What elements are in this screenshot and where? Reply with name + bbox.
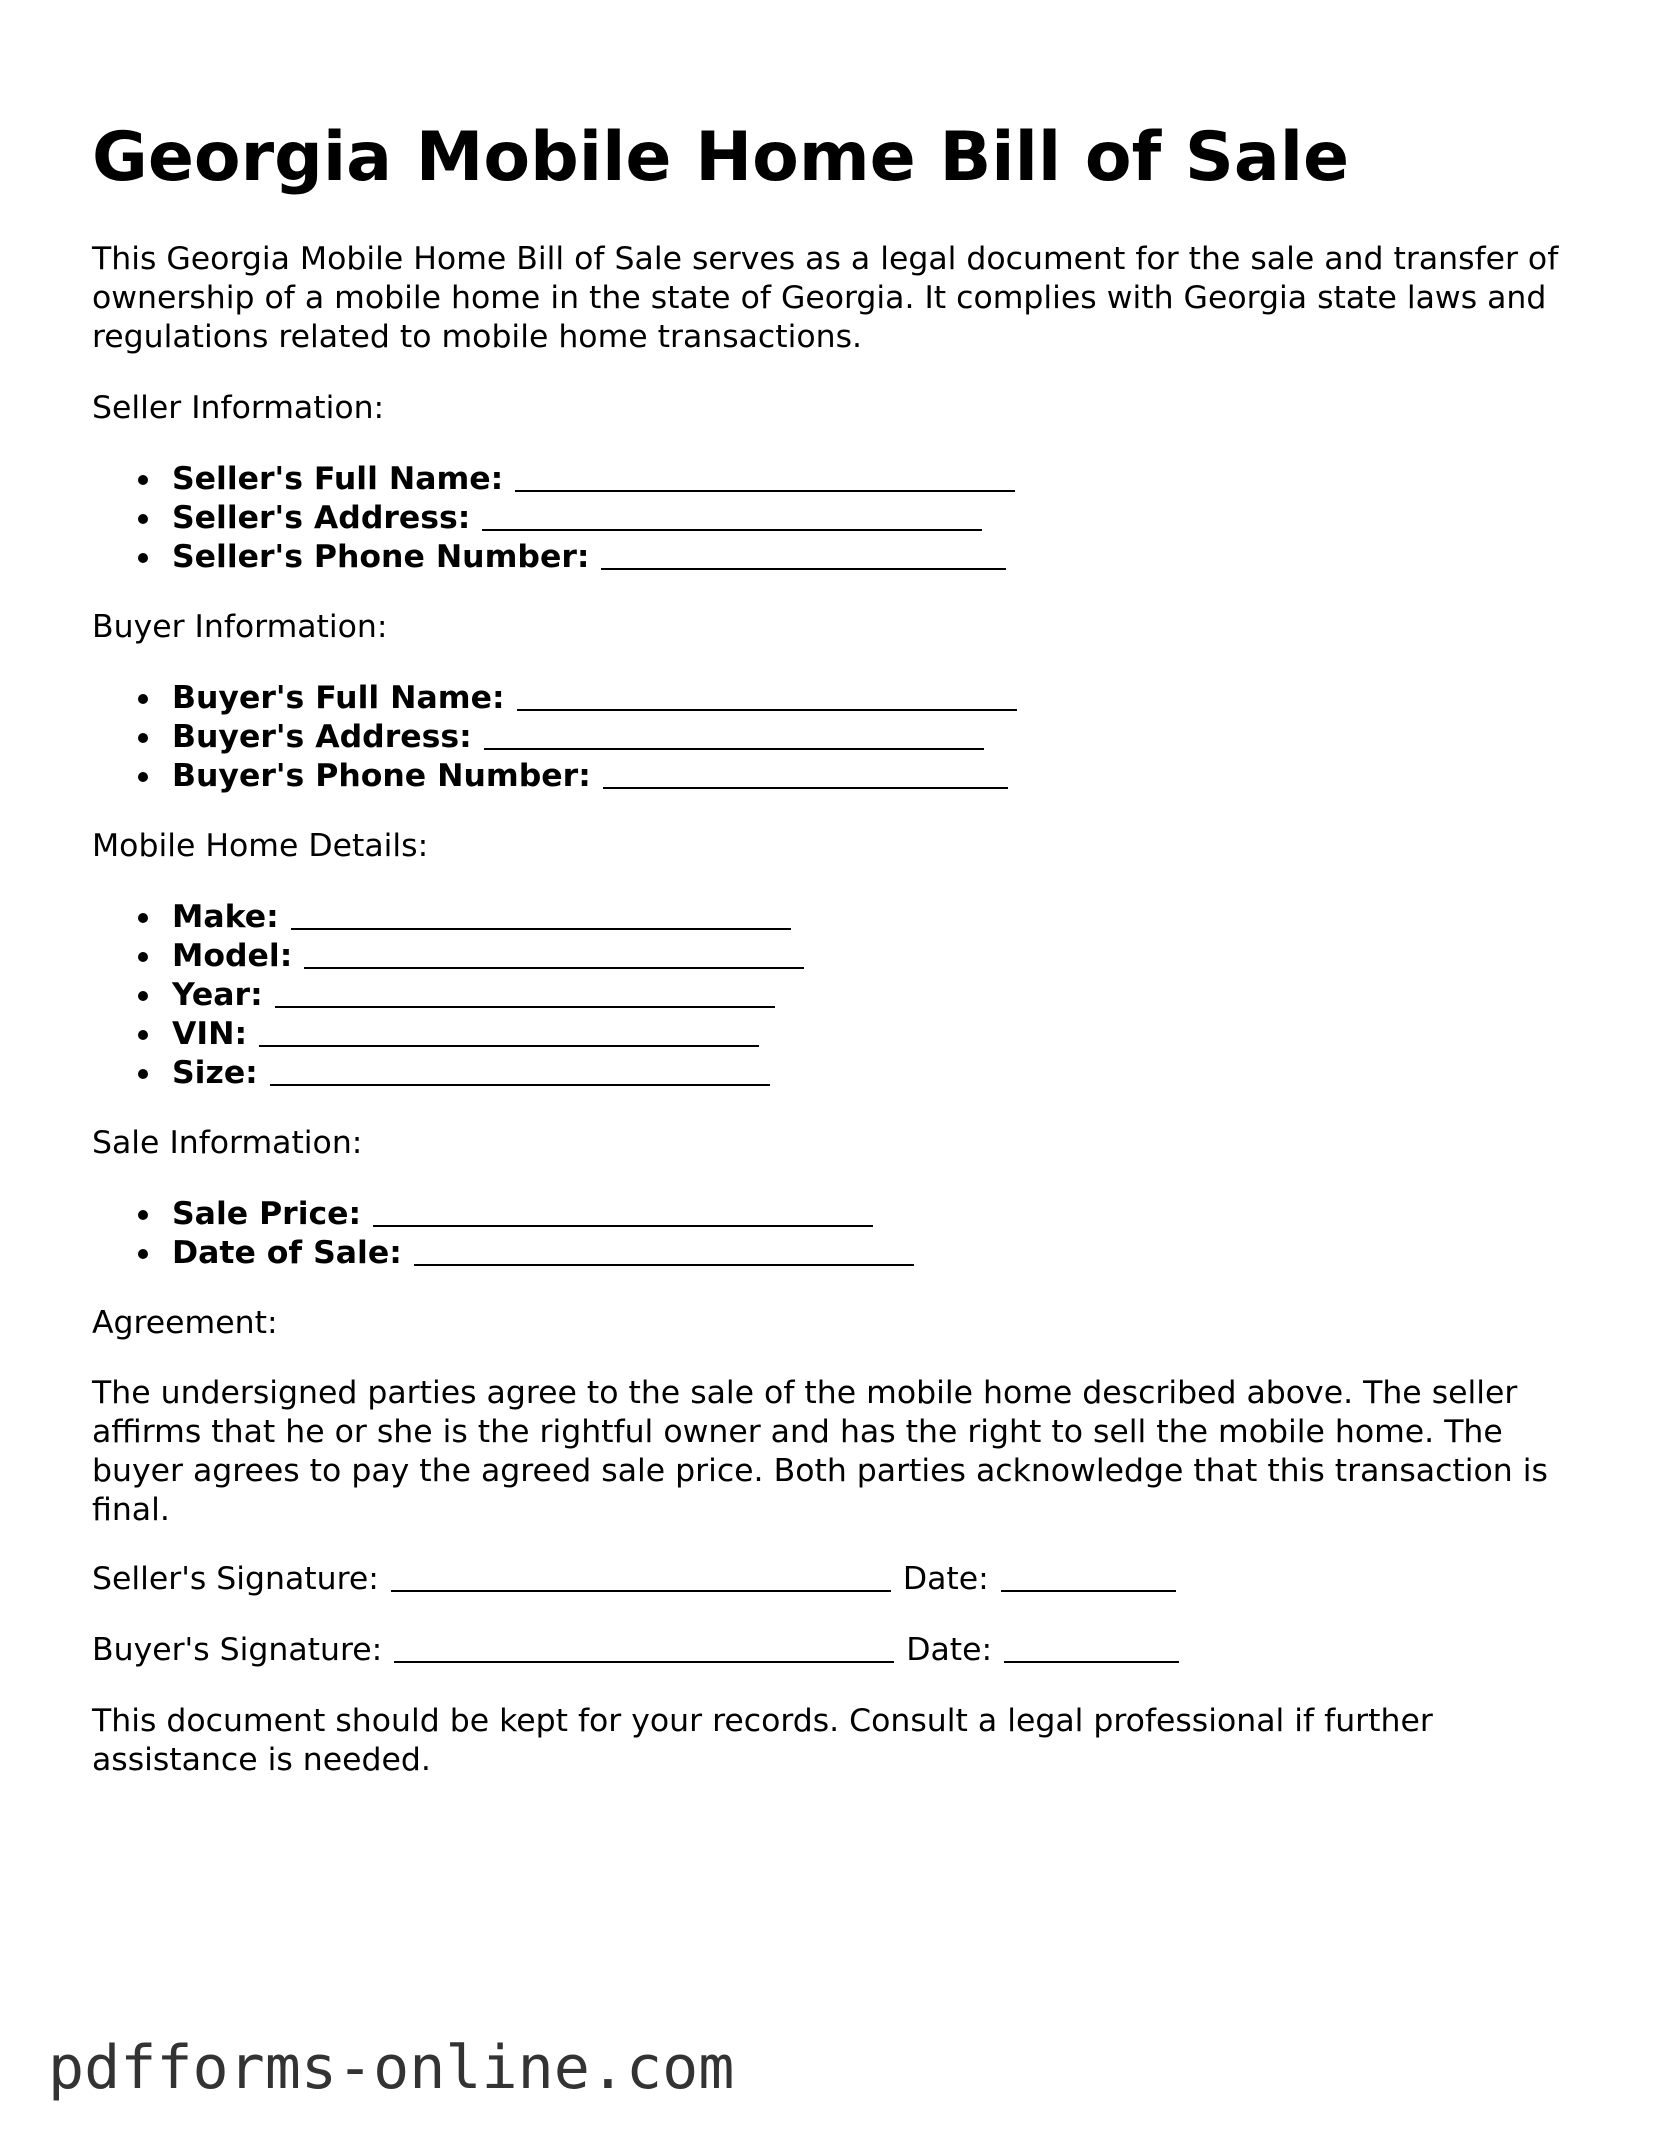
buyer-signature-row: [92, 1631, 1179, 1670]
seller-full-name-field: [172, 460, 1015, 499]
buyer-date-line[interactable]: [1004, 1660, 1179, 1663]
blank-line[interactable]: [259, 1044, 759, 1047]
seller-address-field: [172, 499, 1015, 538]
buyer-signature-label: Buyer's Signature:: [92, 1632, 383, 1668]
document-title: Georgia Mobile Home Bill of Sale: [92, 118, 1350, 197]
blank-line[interactable]: [601, 567, 1006, 570]
agreement-section-heading: Agreement:: [92, 1305, 278, 1341]
field-label: Buyer's Phone Number:: [172, 758, 591, 794]
blank-line[interactable]: [304, 966, 804, 969]
seller-date-label: Date:: [902, 1561, 989, 1597]
size-field: [172, 1054, 804, 1093]
mobile-home-fields-list: [92, 898, 804, 1093]
seller-signature-label: Seller's Signature:: [92, 1561, 379, 1597]
seller-fields-list: [92, 460, 1015, 577]
blank-line[interactable]: [603, 786, 1008, 789]
sale-fields-list: [92, 1195, 914, 1273]
blank-line[interactable]: [270, 1083, 770, 1086]
blank-line[interactable]: [484, 747, 984, 750]
buyer-full-name-field: [172, 679, 1017, 718]
seller-date-line[interactable]: [1001, 1589, 1176, 1592]
field-label: Model:: [172, 938, 293, 974]
field-label: Seller's Address:: [172, 500, 471, 536]
seller-phone-field: [172, 538, 1015, 577]
buyer-section-heading: Buyer Information:: [92, 609, 388, 645]
mobile-home-section-heading: Mobile Home Details:: [92, 828, 429, 864]
intro-paragraph: This Georgia Mobile Home Bill of Sale serves as a legal document for the sale and transfer of ownership of a mobile home in the state of Georgia. It complies with Georgia state laws and regulations related to mobile home transactions.: [92, 241, 1559, 355]
blank-line[interactable]: [275, 1005, 775, 1008]
blank-line[interactable]: [291, 927, 791, 930]
buyer-phone-field: [172, 757, 1017, 796]
sale-section-heading: Sale Information:: [92, 1125, 363, 1161]
watermark: pdfforms-online.com: [48, 2033, 735, 2103]
seller-signature-row: [92, 1560, 1176, 1599]
blank-line[interactable]: [482, 528, 982, 531]
field-label: Make:: [172, 899, 279, 935]
buyer-fields-list: [92, 679, 1017, 796]
field-label: VIN:: [172, 1016, 248, 1052]
date-of-sale-field: [172, 1234, 914, 1273]
make-field: [172, 898, 804, 937]
field-label: Size:: [172, 1055, 258, 1091]
seller-signature-line[interactable]: [391, 1589, 891, 1592]
model-field: [172, 937, 804, 976]
blank-line[interactable]: [373, 1224, 873, 1227]
field-label: Year:: [172, 977, 263, 1013]
buyer-address-field: [172, 718, 1017, 757]
field-label: Buyer's Full Name:: [172, 680, 505, 716]
buyer-date-label: Date:: [906, 1632, 993, 1668]
field-label: Buyer's Address:: [172, 719, 472, 755]
agreement-paragraph: The undersigned parties agree to the sale of the mobile home described above. The seller affirms that he or she is the rightful owner and has the right to sell the mobile home. The buyer agrees to pay the agreed sale price. Both parties acknowledge that this transaction is final.: [92, 1375, 1548, 1528]
field-label: Sale Price:: [172, 1196, 362, 1232]
field-label: Seller's Phone Number:: [172, 539, 590, 575]
blank-line[interactable]: [414, 1263, 914, 1266]
blank-line[interactable]: [517, 708, 1017, 711]
field-label: Seller's Full Name:: [172, 461, 504, 497]
buyer-signature-line[interactable]: [394, 1660, 894, 1663]
vin-field: [172, 1015, 804, 1054]
seller-section-heading: Seller Information:: [92, 390, 385, 426]
field-label: Date of Sale:: [172, 1235, 402, 1271]
footer-note: This document should be kept for your records. Consult a legal professional if further assistance is needed.: [92, 1703, 1433, 1778]
year-field: [172, 976, 804, 1015]
sale-price-field: [172, 1195, 914, 1234]
blank-line[interactable]: [515, 489, 1015, 492]
